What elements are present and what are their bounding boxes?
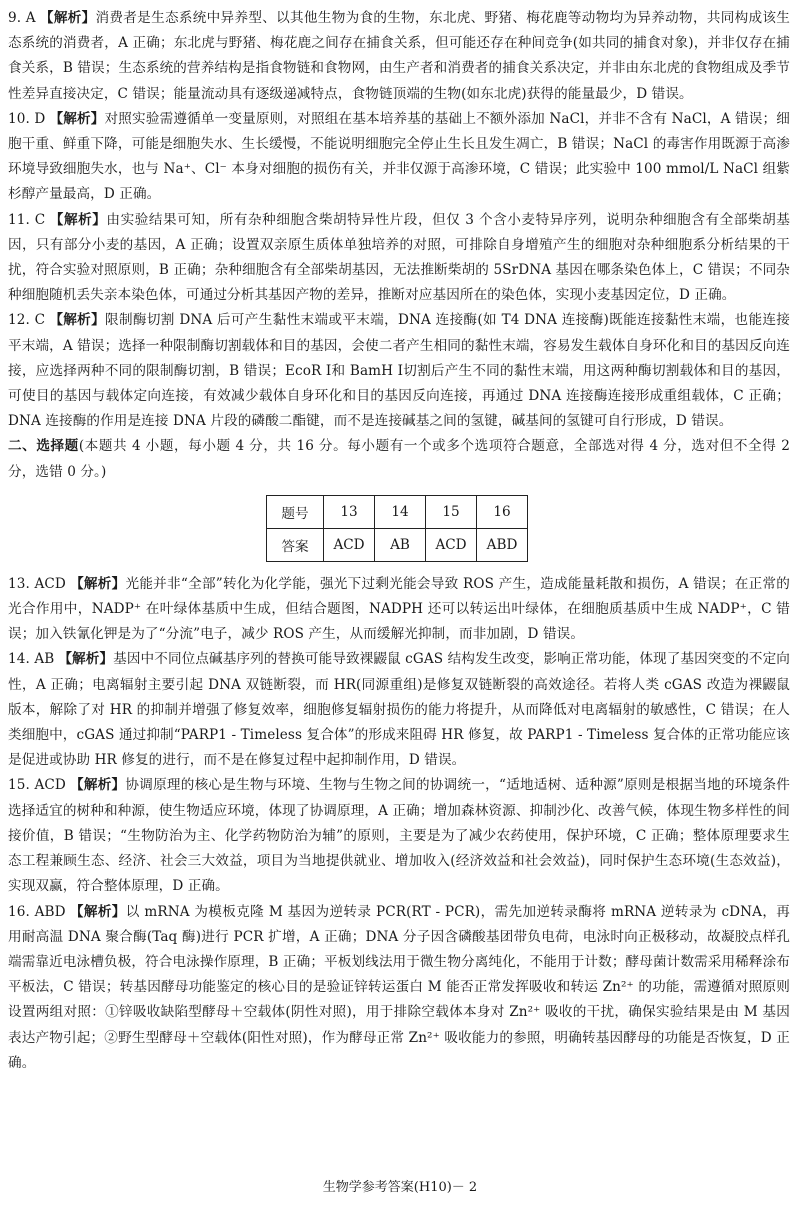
item-number: 12. C [8, 312, 46, 329]
table-row [267, 495, 528, 528]
answer-page [8, 6, 790, 1076]
answer-item-13 [8, 572, 790, 648]
table-cell: 14 [375, 495, 426, 528]
answer-item-12 [8, 308, 790, 434]
item-text: 由实验结果可知，所有杂种细胞含柴胡特异性片段，但仅 3 个含小麦特异序列，说明杂种细胞含有全部柴胡基因，只有部分小麦的基因，A 正确；设置双亲原生质体单独培养的对照，可排除自身增殖产生的细胞对杂种细胞系分析结果的干扰，符合实验对照原则，B 正确；杂种细胞含有全部柴胡基因，无法推断柴胡的 5SrDNA 基因在哪条染色体上，C 错误；不同杂种细胞随机丢失亲本染色体，可通过分析其基因产物的差异，推断对应基因所在的染色体，实现小麦基因定位，D 正确。 [8, 211, 790, 304]
answer-item-14 [8, 647, 790, 773]
item-text: 以 mRNA 为模板克隆 M 基因为逆转录 PCR(RT - PCR)，需先加逆转录酶将 mRNA 逆转录为 cDNA，再用耐高温 DNA 聚合酶(Taq 酶)进行 PCR 扩增，A 正确；DNA 分子因含磷酸基团带负电荷，电泳时向正极移动，故凝胶点样孔端需靠近电泳槽负极，符合电泳操作原理，B 正确；平板划线法用于微生物分离纯化，不能用于计数；酵母菌计数需采用稀释涂布平板法，C 错误；转基因酵母功能鉴定的核心目的是验证锌转运蛋白 M 能否正常发挥吸收和转运 Zn²⁺ 的功能，需遵循对照原则设置两组对照：①锌吸收缺陷型酵母＋空载体(阴性对照)，用于排除空载体本身对 Zn²⁺ 吸收的干扰，确保实验结果是由 M 基因表达产物引起；②野生型酵母＋空载体(阳性对照)，作为酵母正常 Zn²⁺ 吸收能力的参照，明确转基因酵母的功能是否恢复，D 正确。 [8, 903, 790, 1071]
table-cell: 13 [324, 495, 375, 528]
analysis-tag: 【解析】 [49, 110, 105, 127]
item-number: 15. ACD [8, 777, 66, 794]
table-cell: 16 [477, 495, 528, 528]
answer-item-15 [8, 773, 790, 899]
item-number: 13. ACD [8, 575, 66, 592]
item-text: 光能并非“全部”转化为化学能，强光下过剩光能会导致 ROS 产生，造成能量耗散和损伤，A 错误；在正常的光合作用中，NADP⁺ 在叶绿体基质中生成，但结合题图，NADPH 还可以转运出叶绿体，在细胞质基质中生成 NADP⁺，C 错误；加入铁氰化钾是为了“分流”电子，减少 ROS 产生，从而缓解光抑制，而非加剧，D 错误。 [8, 575, 790, 643]
answer-item-11 [8, 208, 790, 309]
analysis-tag: 【解析】 [58, 651, 114, 668]
section-title: 二、选择题 [8, 438, 79, 455]
table-row [267, 528, 528, 561]
item-number: 11. C [8, 211, 46, 228]
section-heading [8, 434, 790, 484]
item-number: 16. ABD [8, 903, 66, 920]
item-text: 基因中不同位点碱基序列的替换可能导致裸鼹鼠 cGAS 结构发生改变，影响正常功能，体现了基因突变的不定向性，A 正确；电离辐射主要引起 DNA 双链断裂，而 HR(同源重组)是修复双链断裂的高效途径。若将人类 cGAS 改造为裸鼹鼠版本，解除了对 HR 的抑制并增强了修复效率，细胞修复辐射损伤的能力将提升，从而降低对电离辐射的敏感性，C 错误；在人类细胞中，cGAS 通过抑制“PARP1 - Timeless 复合体”的形成来阻碍 HR 修复，故 PARP1 - Timeless 复合体的正常功能应该是促进或协助 HR 修复的进行，而不是在修复过程中起抑制作用，D 错误。 [8, 651, 790, 769]
item-text: 协调原理的核心是生物与环境、生物与生物之间的协调统一，“适地适树、适种源”原则是根据当地的环境条件选择适宜的树种和种源，使生物适应环境，体现了协调原理，A 正确；增加森林资源、抑制沙化、改善气候，体现生物多样性的间接价值，B 错误；“生物防治为主、化学药物防治为辅”的原则，主要是为了减少农药使用，保护环境，C 正确；整体原理要求生态工程兼顾生态、经济、社会三大效益，项目为当地提供就业、增加收入(经济效益和社会效益)，同时保护生态环境(生态效益)，实现双赢，符合整体原理，D 正确。 [8, 777, 790, 895]
item-text: 对照实验需遵循单一变量原则，对照组在基本培养基的基础上不额外添加 NaCl，并非不含有 NaCl，A 错误；细胞干重、鲜重下降，可能是细胞失水、生长缓慢，不能说明细胞完全停止生长且发生凋亡，B 错误；NaCl 的毒害作用既源于高渗环境导致细胞失水，也与 Na⁺、Cl⁻ 本身对细胞的损伤有关，并非仅源于高渗环境，C 错误；此实验中 100 mmol/L NaCl 组紫杉醇产量最高，D 正确。 [8, 110, 790, 203]
item-number: 9. A [8, 10, 36, 26]
table-header-label: 题号 [267, 495, 324, 528]
answer-item-10 [8, 107, 790, 208]
analysis-tag: 【解析】 [69, 575, 126, 592]
table-answer-label: 答案 [267, 528, 324, 561]
table-cell: 15 [426, 495, 477, 528]
analysis-tag: 【解析】 [69, 777, 126, 794]
answer-item-9 [8, 6, 790, 107]
analysis-tag: 【解析】 [39, 10, 96, 26]
analysis-tag: 【解析】 [49, 211, 107, 228]
analysis-tag: 【解析】 [69, 903, 126, 920]
page-footer: 生物学参考答案(H10)－ 2 [322, 1180, 478, 1195]
table-cell: ACD [324, 528, 375, 561]
analysis-tag: 【解析】 [49, 312, 106, 329]
table-cell: AB [375, 528, 426, 561]
item-text: 消费者是生态系统中异养型、以其他生物为食的生物，东北虎、野猪、梅花鹿等动物均为异养动物，共同构成该生态系统的消费者，A 正确；东北虎与野猪、梅花鹿之间存在捕食关系，但可能还存在种间竞争(如共同的捕食对象)，并非仅存在捕食关系，B 错误；生态系统的营养结构是指食物链和食物网，由生产者和消费者的捕食关系决定，并非由东北虎的食物组成及季节性差异直接决定，C 错误；能量流动具有逐级递减特点，食物链顶端的生物(如东北虎)获得的能量最少，D 错误。 [8, 10, 790, 102]
item-number: 10. D [8, 110, 46, 127]
answer-table [266, 495, 528, 562]
item-number: 14. AB [8, 651, 55, 668]
table-cell: ACD [426, 528, 477, 561]
section-description: (本题共 4 小题，每小题 4 分，共 16 分。每小题有一个或多个选项符合题意，全部选对得 4 分，选对但不全得 2 分，选错 0 分。) [8, 438, 791, 480]
item-text: 限制酶切割 DNA 后可产生黏性末端或平末端，DNA 连接酶(如 T4 DNA 连接酶)既能连接黏性末端，也能连接平末端，A 错误；选择一种限制酶切割载体和目的基因，会使二者产生相同的黏性末端，容易发生载体自身环化和目的基因反向连接，应选择两种不同的限制酶切割，B 错误；EcoR Ⅰ和 BamH Ⅰ切割后产生不同的黏性末端，用这两种酶切割载体和目的基因，可使目的基因与载体定向连接，有效减少载体自身环化和目的基因反向连接，再通过 DNA 连接酶连接形成重组载体，C 正确；DNA 连接酶的作用是连接 DNA 片段的磷酸二酯键，而不是连接碱基之间的氢键，碱基间的氢键可自行形成，D 错误。 [8, 312, 791, 430]
table-cell: ABD [477, 528, 528, 561]
answer-item-16 [8, 900, 790, 1076]
